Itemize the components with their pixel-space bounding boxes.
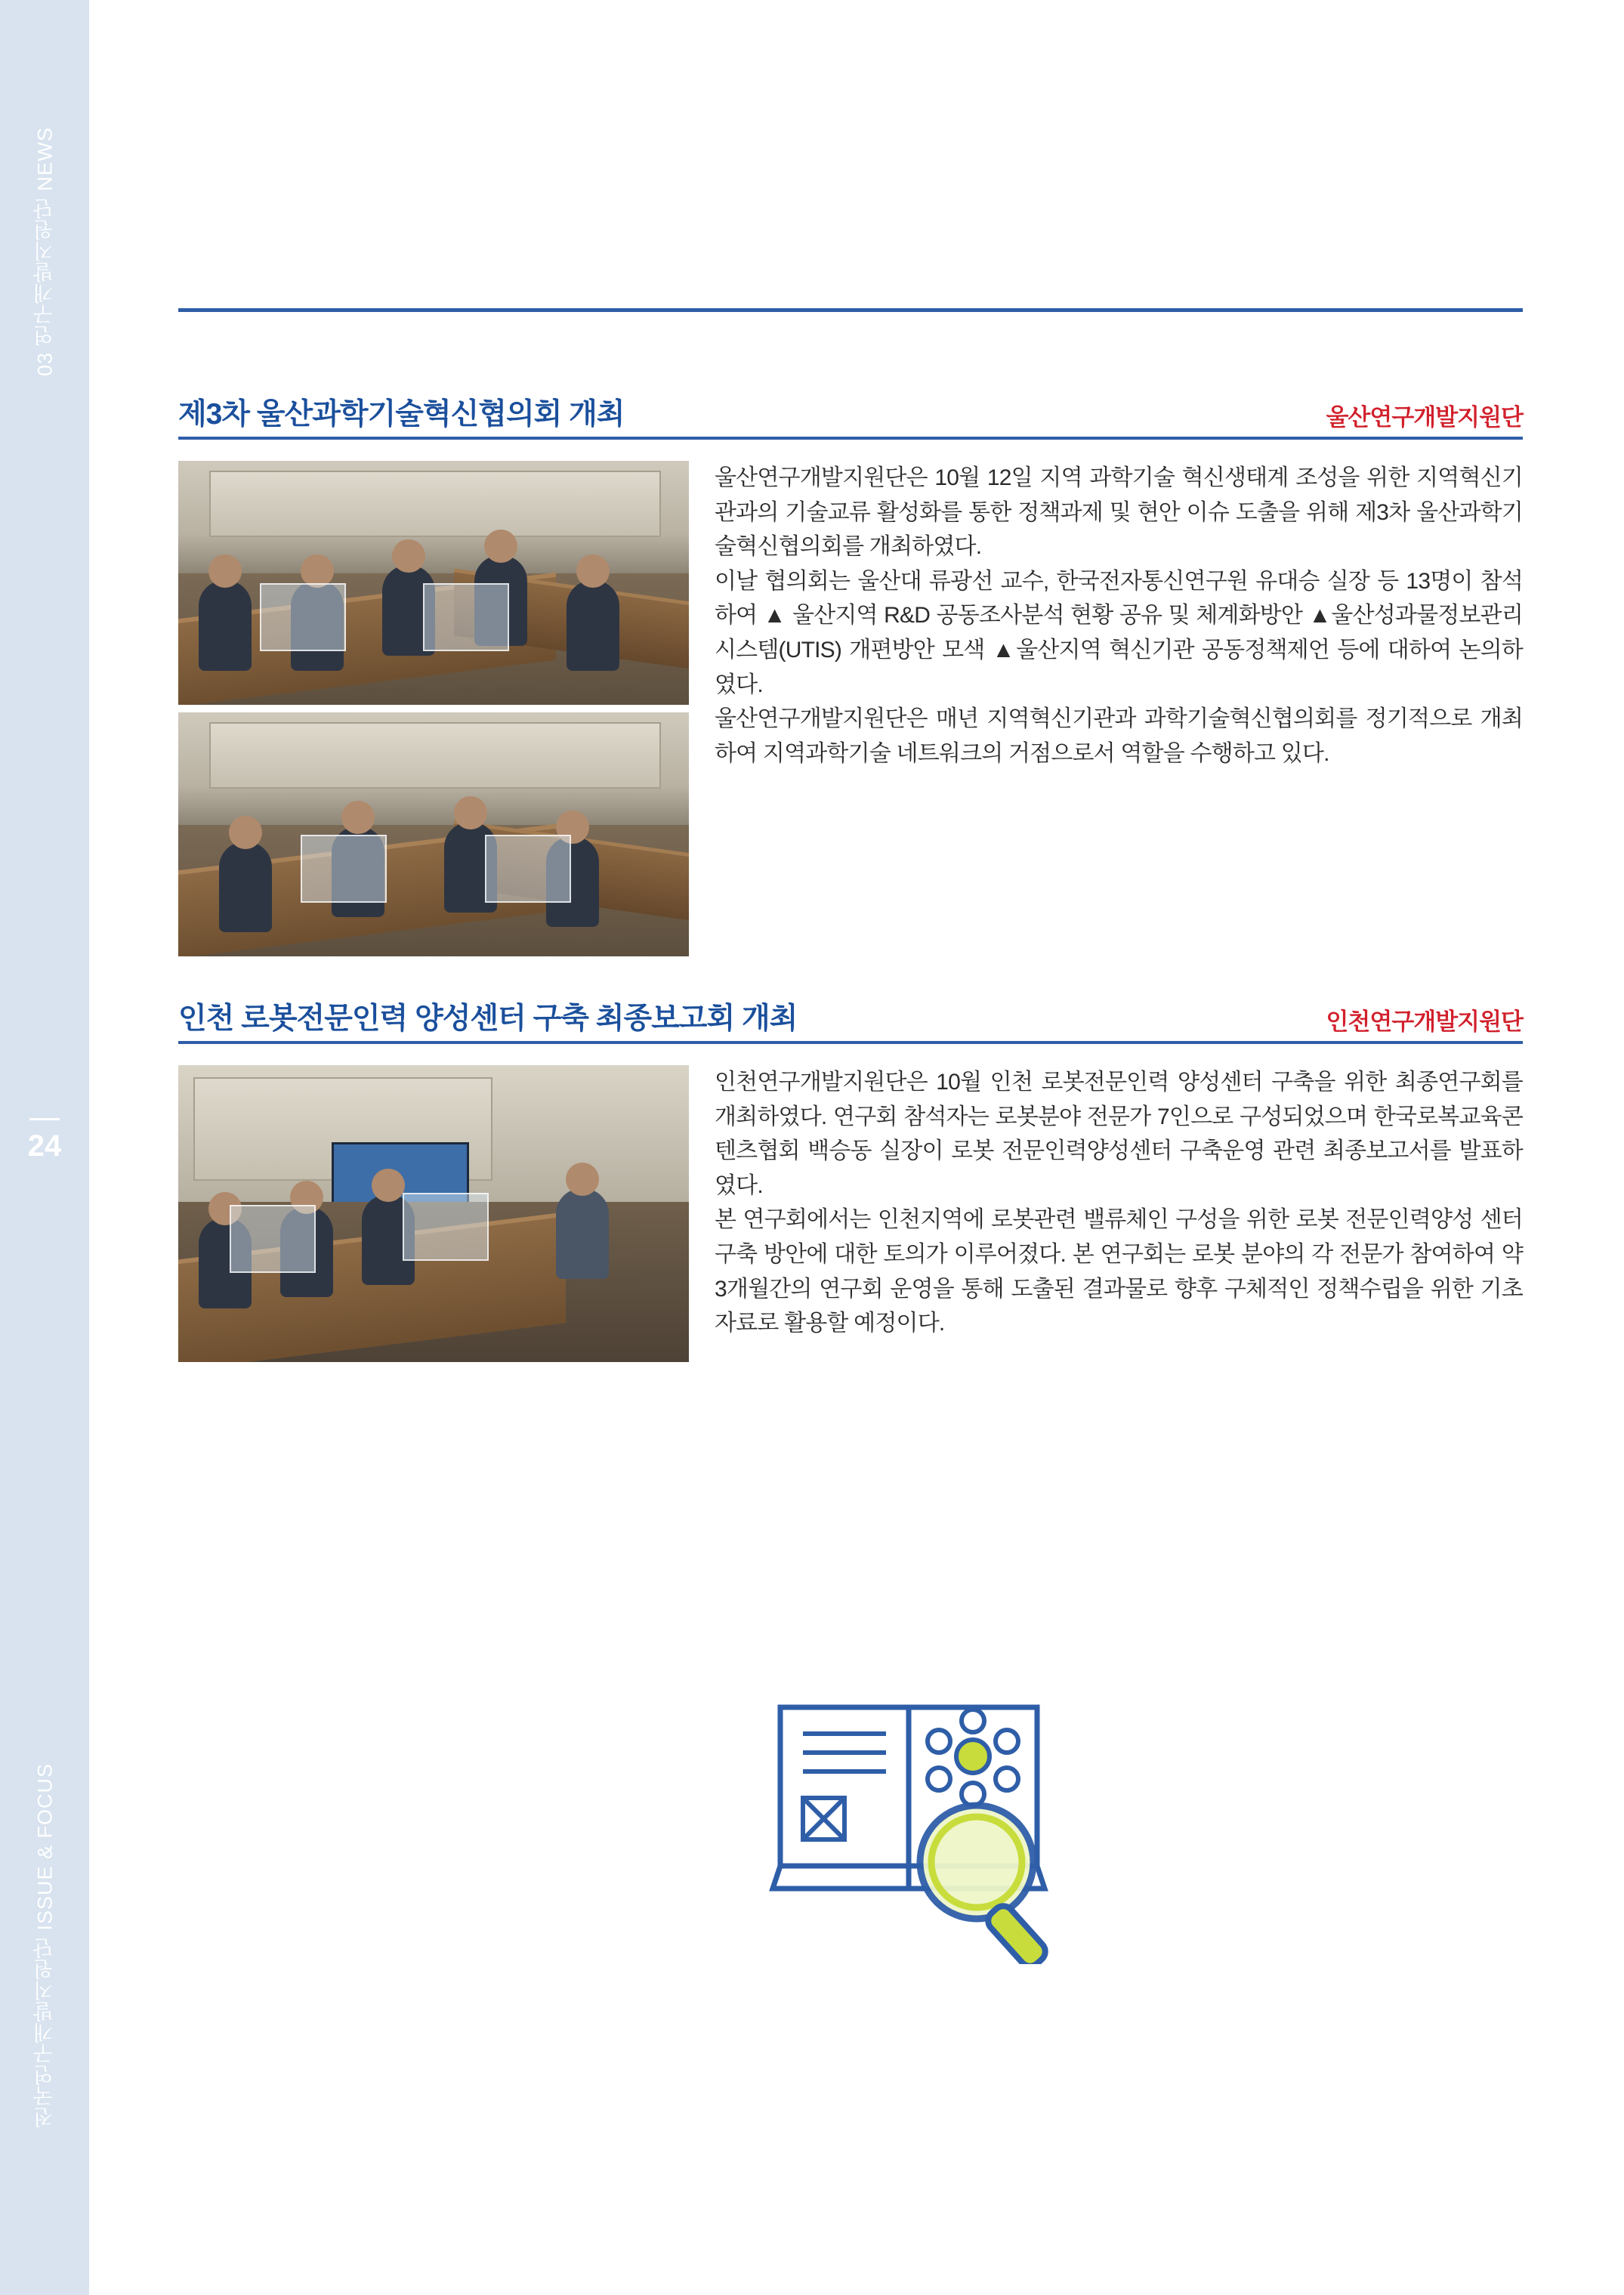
article-title: 인천 로봇전문인력 양성센터 구축 최종보고회 개최 — [178, 1002, 798, 1035]
paragraph: 이날 협의회는 울산대 류광선 교수, 한국전자통신연구원 유대승 실장 등 13명이 참석하여 ▲ 울산지역 R&D 공동조사분석 현황 공유 및 체계화방안 ▲울산성과물정보관리시스템(UTIS) 개편방안 모색 ▲울산지역 혁신기관 공동정책제언 등에 대하여 논의하였다. — [715, 568, 1523, 697]
article-body — [178, 1065, 1523, 1362]
article-body — [178, 461, 1523, 956]
page-number-rule — [29, 1118, 60, 1120]
paragraph: 본 연구회에서는 인천지역에 로봇관련 밸류체인 구성을 위한 로봇 전문인력양성 센터 구축 방안에 대한 토의가 이루어졌다. 본 연구회는 로봇 분야의 각 전문가 참여하여 약 3개월간의 연구회 운영을 통해 도출된 결과물로 향후 구체적인 정책수립을 위한 기초자료로 활용할 예정이다. — [715, 1207, 1523, 1336]
top-divider-rule — [178, 308, 1523, 312]
article-organization: 울산연구개발지원단 — [1326, 404, 1523, 431]
article-header — [178, 393, 1523, 440]
paragraph: 울산연구개발지원단은 10월 12일 지역 과학기술 혁신생태계 조성을 위한 지역혁신기관과의 기술교류 활성화를 통한 정책과제 및 현안 이슈 도출을 위해 제3차 울산과학기술혁신협의회를 개최하였다. — [715, 465, 1523, 560]
robot-center-meeting-photo — [178, 1065, 689, 1362]
page-number: 24 — [27, 1129, 62, 1163]
sidebar-bottom-label: 전국연구개발지원단 ISSUE & FOCUS — [33, 1763, 57, 2128]
article-incheon — [178, 997, 1523, 1362]
article-text — [689, 1065, 1523, 1341]
article-title: 제3차 울산과학기술혁신협의회 개최 — [178, 398, 625, 431]
photo-column — [178, 1065, 689, 1362]
paragraph: 인천연구개발지원단은 10월 인천 로봇전문인력 양성센터 구축을 위한 최종연구회를 개최하였다. 연구회 참석자는 로봇분야 전문가 7인으로 구성되었으며 한국로복교육콘텐츠협회 백승동 실장이 로봇 전문인력양성센터 구축운영 관련 최종보고서를 발표하였다. — [715, 1070, 1523, 1198]
book-and-magnifier-illustration — [758, 1662, 1082, 1964]
sidebar-top-label: 03 연구개발지원단 NEWS — [33, 127, 57, 377]
page-content — [89, 0, 1624, 2295]
left-sidebar — [0, 0, 89, 2295]
paragraph: 울산연구개발지원단은 매년 지역혁신기관과 과학기술혁신협의회를 정기적으로 개최하여 지역과학기술 네트워크의 거점으로서 역할을 수행하고 있다. — [715, 706, 1523, 766]
photo-column — [178, 461, 689, 956]
article-header — [178, 997, 1523, 1044]
article-text — [689, 461, 1523, 771]
article-ulsan — [178, 393, 1523, 956]
article-organization: 인천연구개발지원단 — [1326, 1009, 1523, 1035]
meeting-room-photo-bottom — [178, 712, 689, 956]
meeting-room-photo-top — [178, 461, 689, 705]
page-number-block — [0, 1118, 89, 1163]
